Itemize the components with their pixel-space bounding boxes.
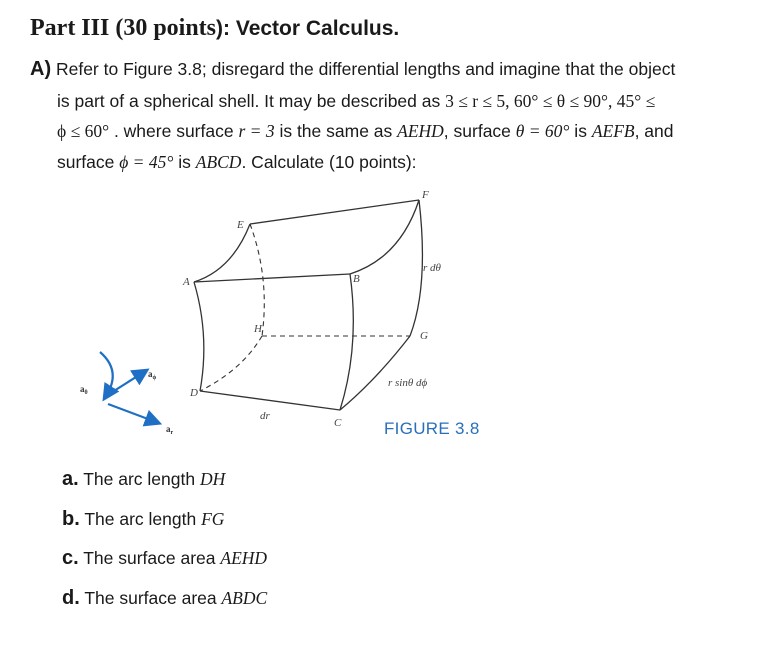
subquestion-text: The surface area [79,588,222,608]
problem-text-3a: . where surface [109,121,239,141]
edge-dc [200,391,340,410]
label-g: G [420,330,428,342]
figure-caption: FIGURE 3.8 [384,419,480,438]
figure-3-8 [82,186,448,438]
edge-bc [340,274,353,410]
edge-gc [340,336,410,410]
subquestion-letter: b. [62,508,80,530]
problem-text-4c: . Calculate (10 points): [241,152,417,172]
problem-math-aehd: AEHD [397,121,444,141]
problem-text-3d: is [569,121,592,141]
problem-text-3c: , surface [443,121,516,141]
problem-math-theta: θ = 60° [515,121,570,141]
spherical-shell-diagram [82,186,448,438]
hidden-edges [200,224,410,391]
problem-math-phi45: ϕ = 45° [119,152,174,172]
problem-math-range: 3 ≤ r ≤ 5, 60° ≤ θ ≤ 90°, 45° ≤ [445,91,656,111]
edge-ef [250,200,419,224]
subquestion-letter: d. [62,587,80,609]
label-h: H [254,323,262,335]
subquestion-c [62,547,267,570]
label-a-phi: $a_\phi$ [148,369,157,381]
label-d: D [190,387,198,399]
problem-label: A) [30,58,52,80]
section-heading [30,14,399,42]
edge-hd [200,336,262,391]
edge-ad [194,282,204,391]
subquestion-letter: c. [62,547,79,569]
subquestion-text: The surface area [78,548,221,568]
label-c: C [334,417,342,429]
unit-vector-arrows [100,352,156,422]
problem-line-1 [30,58,675,81]
label-e: E [237,219,244,231]
label-r-dtheta: r dθ [423,262,441,274]
problem-text-2: is part of a spherical shell. It may be described as [57,91,446,111]
subquestion-text: The arc length [78,469,200,489]
a-r-arrow [108,404,156,422]
subquestion-math: DH [199,469,226,489]
problem-line-4 [57,152,417,173]
edge-ab [194,274,350,282]
problem-text-1: Refer to Figure 3.8; disregard the differential lengths and imagine that the object [51,59,676,79]
subquestion-b [62,508,224,531]
label-b: B [353,273,360,285]
label-a-theta: $a_\theta$ [80,384,88,396]
edge-bf [350,200,419,274]
edge-ae [194,224,250,282]
problem-math-phi: ϕ ≤ 60° [57,121,110,141]
problem-math-aefb: AEFB [591,121,635,141]
label-a-r: $a_r$ [166,424,174,436]
subquestion-math: ABDC [221,588,268,608]
label-f: F [422,189,429,201]
problem-line-3 [57,121,674,142]
problem-math-r3: r = 3 [238,121,275,141]
points-close: ): [216,17,231,40]
label-r-sintheta-dphi: r sinθ dϕ [388,377,428,389]
subquestion-text: The arc length [79,509,202,529]
subquestion-a [62,468,225,491]
problem-text-3e: , and [634,121,674,141]
points-label: (30 points [109,15,217,41]
problem-line-2 [57,91,655,112]
edge-fg [410,200,422,336]
label-dr: dr [260,410,270,422]
edge-eh [250,224,264,336]
label-a: A [183,276,190,288]
subquestion-math: FG [201,509,225,529]
topic-label: Vector Calculus. [230,17,400,40]
problem-text-4b: is [173,152,196,172]
subquestion-math: AEHD [220,548,268,568]
a-theta-arrow [100,352,113,396]
part-label: Part III [30,15,110,41]
problem-text-4a: surface [57,152,120,172]
subquestion-d [62,587,267,610]
problem-text-3b: is the same as [274,121,398,141]
subquestion-letter: a. [62,468,79,490]
problem-math-abcd: ABCD [195,152,242,172]
